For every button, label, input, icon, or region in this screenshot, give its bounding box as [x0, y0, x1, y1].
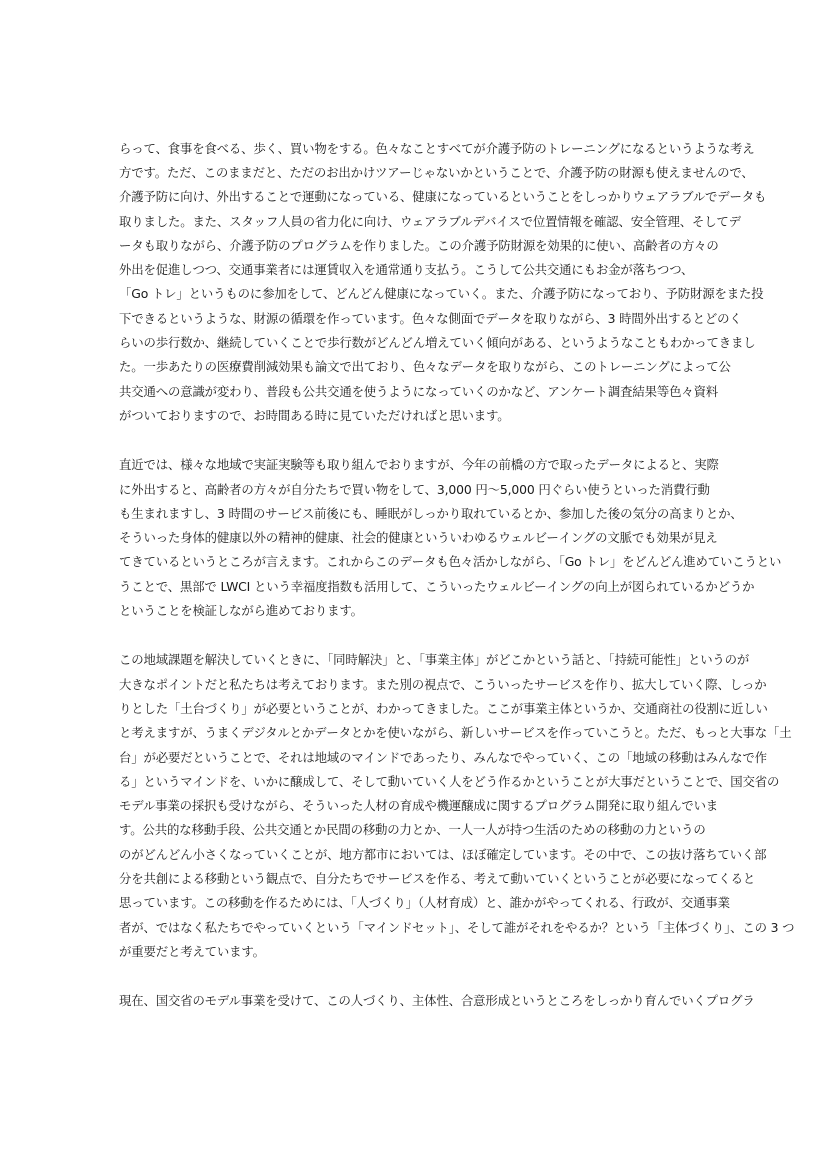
text-line: らって、食事を食べる、歩く、買い物をする。色々なことすべてが介護予防のトレーニングになるというような考え	[119, 141, 755, 156]
text-line: 直近では、様々な地域で実証実験等も取り組んでおりますが、今年の前橋の方で取ったデータによると、実際	[119, 457, 719, 473]
text-line: 台」が必要だということで、それは地域のマインドであったり、みんなでやっていく、この「地域の移動はみんなで作	[119, 749, 767, 765]
text-line: 現在、国交省のモデル事業を受けて、この人づくり、主体性、合意形成というところをしっかり育んでいくプログラ	[119, 993, 755, 1009]
paragraph-verification	[119, 453, 782, 623]
text-line: 「Go トレ」というものに参加をして、どんどん健康になっていく。また、介護予防になっており、予防財源をまた投	[119, 286, 764, 302]
text-line: 方です。ただ、このままだと、ただのお出かけツアーじゃないかということで、介護予防の財源も使えませんので、	[119, 165, 754, 180]
text-line: と考えますが、うまくデジタルとかデータとかを使いながら、新しいサービスを作っていこうと。ただ、もっと大事な「土	[119, 725, 792, 741]
text-line: らいの歩行数か、継続していくことで歩行数がどんどん増えていく傾向がある、というようなこともわかってきまし	[119, 335, 756, 351]
text-line: 思っています。この移動を作るためには、「人づくり」（人材育成）と、誰かがやってくれる、行政が、交通事業	[119, 895, 730, 911]
text-line: に外出すると、高齢者の方々が自分たちで買い物をして、3,000 円～5,000 円ぐらい使うといった消費行動	[119, 481, 710, 497]
text-line: この地域課題を解決していくときに、「同時解決」と、「事業主体」がどこかという話と、「持続可能性」というのが	[119, 652, 750, 668]
text-line: のがどんどん小さくなっていくことが、地方都市においては、ほぼ確定しています。その中で、この抜け落ちていく部	[119, 846, 767, 862]
text-line: 分を共創による移動という観点で、自分たちでサービスを作る、考えて動いていくということが必要になってくると	[119, 871, 756, 887]
text-line: 共交通への意識が変わり、普段も公共交通を使うようになっていくのかなど、アンケート調査結果等色々資料	[119, 383, 719, 399]
text-line: そういった身体的健康以外の精神的健康、社会的健康といういわゆるウェルビーイングの文脈でも効果が見え	[119, 530, 718, 546]
text-line: てきているというところが言えます。これからこのデータも色々活かしながら、「Go トレ」をどんどん進めていこうとい	[119, 554, 782, 570]
text-line: 介護予防に向け、外出することで運動になっている、健康になっているということをしっかりウェアラブルでデータも	[119, 189, 767, 205]
text-line: た。一歩あたりの医療費削減効果も論文で出ており、色々なデータを取りながら、このトレーニングによって公	[119, 359, 731, 375]
text-line: 外出を促進しつつ、交通事業者には運賃収入を通常通り支払う。こうして公共交通にもお金が落ちつつ、	[119, 262, 694, 278]
text-line: ータも取りながら、介護予防のプログラムを作りました。この介護予防財源を効果的に使い、高齢者の方々の	[119, 237, 719, 253]
document-page	[119, 137, 795, 1039]
paragraph-walking-training	[119, 137, 767, 428]
text-line: ということを検証しながら進めております。	[119, 603, 363, 619]
text-line: る」というマインドを、いかに醸成して、そして動いていく人をどう作るかということが大事だということで、国交省の	[119, 773, 780, 789]
text-line: 者が、ではなく私たちでやっていくという「マインドセット」、そして誰がそれをやるか？という「主体づくり」、この 3 つ	[119, 919, 795, 935]
text-line: うことで、黒部で LWCI という幸福度指数も活用して、こういったウェルビーイングの向上が図られているかどうか	[119, 578, 755, 594]
text-line: 下できるというような、財源の循環を作っています。色々な側面でデータを取りながら、3 時間外出するとどのく	[119, 310, 742, 326]
text-line: がついておりますので、お時間ある時に見ていただければと思います。	[119, 407, 510, 423]
text-line: 大きなポイントだと私たちは考えております。また別の視点で、こういったサービスを作り、拡大していく際、しっか	[119, 676, 767, 692]
text-line: が重要だと考えています。	[119, 943, 265, 959]
paragraph-regional-issues	[119, 648, 795, 964]
text-line: も生まれますし、3 時間のサービス前後にも、睡眠がしっかり取れているとか、参加した後の気分の高まりとか、	[119, 505, 743, 521]
text-line: す。公共的な移動手段、公共交通とか民間の移動の力とか、一人一人が持つ生活のための移動の力というの	[119, 822, 706, 838]
text-line: モデル事業の採択も受けながら、そういった人材の育成や機運醸成に関するプログラム開発に取り組んでいま	[119, 798, 719, 814]
paragraph-current-program	[119, 989, 755, 1013]
text-line: りとした「土台づくり」が必要ということが、わかってきました。ここが事業主体というか、交通商社の役割に近しい	[119, 700, 768, 716]
text-line: 取りました。また、スタッフ人員の省力化に向け、ウェアラブルデバイスで位置情報を確認、安全管理、そしてデ	[119, 213, 741, 229]
